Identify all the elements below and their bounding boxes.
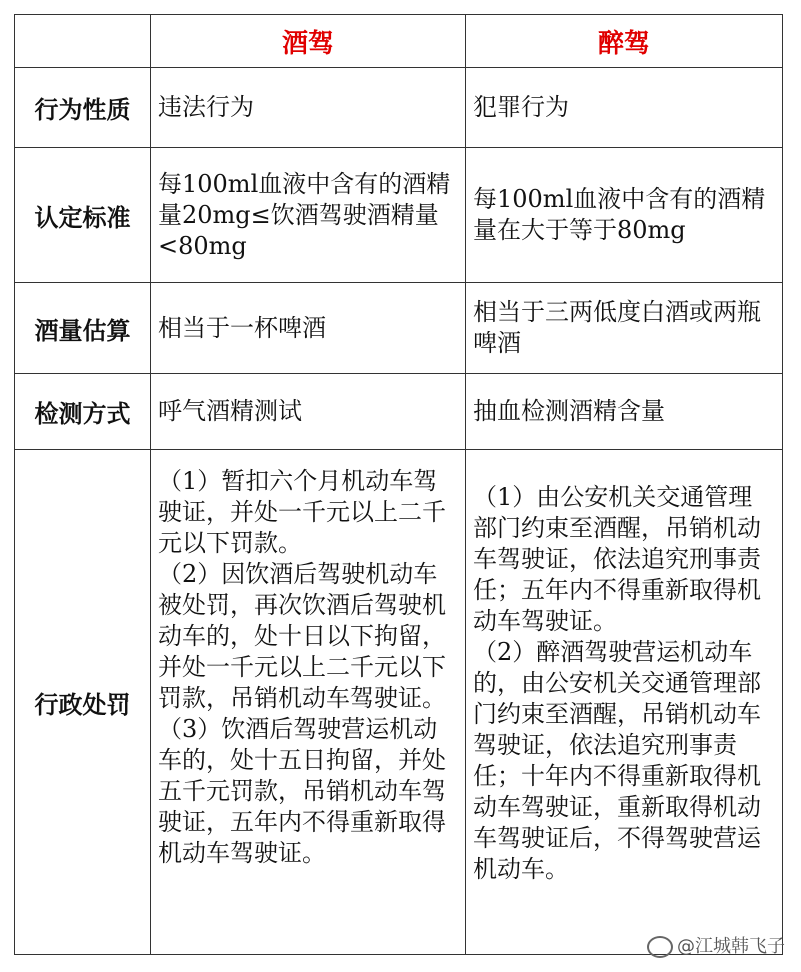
header-empty-cell: [15, 15, 151, 68]
weibo-icon: [647, 936, 673, 958]
row-label: 酒量估算: [15, 283, 151, 374]
penalty-paragraph: （1）暂扣六个月机动车驾驶证，并处一千元以上二千元以下罚款。: [158, 467, 446, 557]
watermark: [647, 932, 785, 958]
table-cell: 相当于一杯啤酒: [151, 283, 466, 374]
row-label: 认定标准: [15, 148, 151, 283]
table-cell: 犯罪行为: [466, 68, 783, 148]
table-cell: 相当于三两低度白酒或两瓶啤酒: [466, 283, 783, 374]
row-label: 行政处罚: [15, 450, 151, 955]
row-label: 行为性质: [15, 68, 151, 148]
table-cell: 呼气酒精测试: [151, 374, 466, 450]
penalty-paragraph: （3）饮酒后驾驶营运机动车的，处十五日拘留，并处五千元罚款，吊销机动车驾驶证，五年内不得重新取得机动车驾驶证。: [158, 715, 446, 867]
table-cell-penalties-severe: [466, 450, 783, 955]
table-row: [15, 68, 783, 148]
table-row: [15, 283, 783, 374]
row-label: 检测方式: [15, 374, 151, 450]
header-drunk-driving: 酒驾: [151, 15, 466, 68]
table-cell: 每100ml血液中含有的酒精量在大于等于80mg: [466, 148, 783, 283]
penalty-paragraph: （1）由公安机关交通管理部门约束至酒醒，吊销机动车驾驶证，依法追究刑事责任；五年内不得重新取得机动车驾驶证。: [473, 483, 761, 635]
comparison-table: [14, 14, 783, 955]
table-cell: 抽血检测酒精含量: [466, 374, 783, 450]
table-row: [15, 450, 783, 955]
watermark-text: @江城韩飞子: [677, 936, 785, 957]
penalty-paragraph: （2）因饮酒后驾驶机动车被处罚，再次饮酒后驾驶机动车的，处十日以下拘留，并处一千元以上二千元以下罚款，吊销机动车驾驶证。: [158, 560, 446, 712]
table-cell: 违法行为: [151, 68, 466, 148]
table-row: [15, 148, 783, 283]
table-cell: 每100ml血液中含有的酒精量20mg≤饮酒驾驶酒精量<80mg: [151, 148, 466, 283]
table-cell-penalties-drunk: [151, 450, 466, 955]
header-drink-driving-severe: 醉驾: [466, 15, 783, 68]
table-row: [15, 374, 783, 450]
header-row: [15, 15, 783, 68]
penalty-paragraph: （2）醉酒驾驶营运机动车的，由公安机关交通管理部门约束至酒醒，吊销机动车驾驶证，依法追究刑事责任；十年内不得重新取得机动车驾驶证，重新取得机动车驾驶证后，不得驾驶营运机动车。: [473, 638, 761, 883]
